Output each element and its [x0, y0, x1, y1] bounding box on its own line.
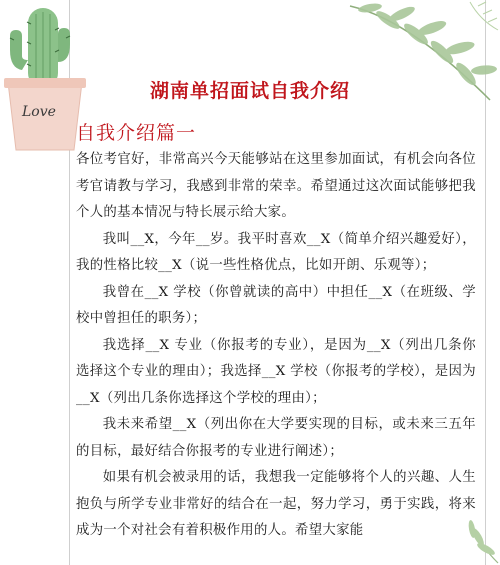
- paragraph-major-choice: 我选择__X 专业（你报考的专业），是因为__X（列出几条你选择这个专业的理由）；我选择__X 学校（你报考的学校），是因为__X（列出几条你选择这个学校的理由）；: [76, 337, 476, 406]
- paragraph-intro: 各位考官好，非常高兴今天能够站在这里参加面试，有机会向各位考官请教与学习，我感到非常的荣幸。希望通过这次面试能够把我个人的基本情况与特长展示给大家。: [76, 152, 476, 220]
- document-body: [76, 147, 476, 545]
- section-heading: 自我介绍篇一: [76, 122, 197, 144]
- paragraph-school-role: 我曾在__X 学校（你曾就读的高中）中担任__X（在班级、学校中曾担任的职务）；: [76, 284, 476, 326]
- document-title: 湖南单招面试自我介绍: [149, 80, 350, 102]
- pot-love-text: Love: [22, 104, 56, 120]
- paragraph-future-goal: 我未来希望__X（列出你在大学要实现的目标，或未来三五年的目标，最好结合你报考的专业进行阐述）；: [76, 417, 476, 459]
- paragraph-name-age: 我叫__X，今年__岁。我平时喜欢__X（简单介绍兴趣爱好），我的性格比较__X（说一些性格优点，比如开朗、乐观等）；: [76, 231, 476, 273]
- paragraph-closing: 如果有机会被录用的话，我想我一定能够将个人的兴趣、人生抱负与所学专业非常好的结合在一起，努力学习，勇于实践，将来成为一个对社会有着积极作用的人。希望大家能: [76, 470, 476, 538]
